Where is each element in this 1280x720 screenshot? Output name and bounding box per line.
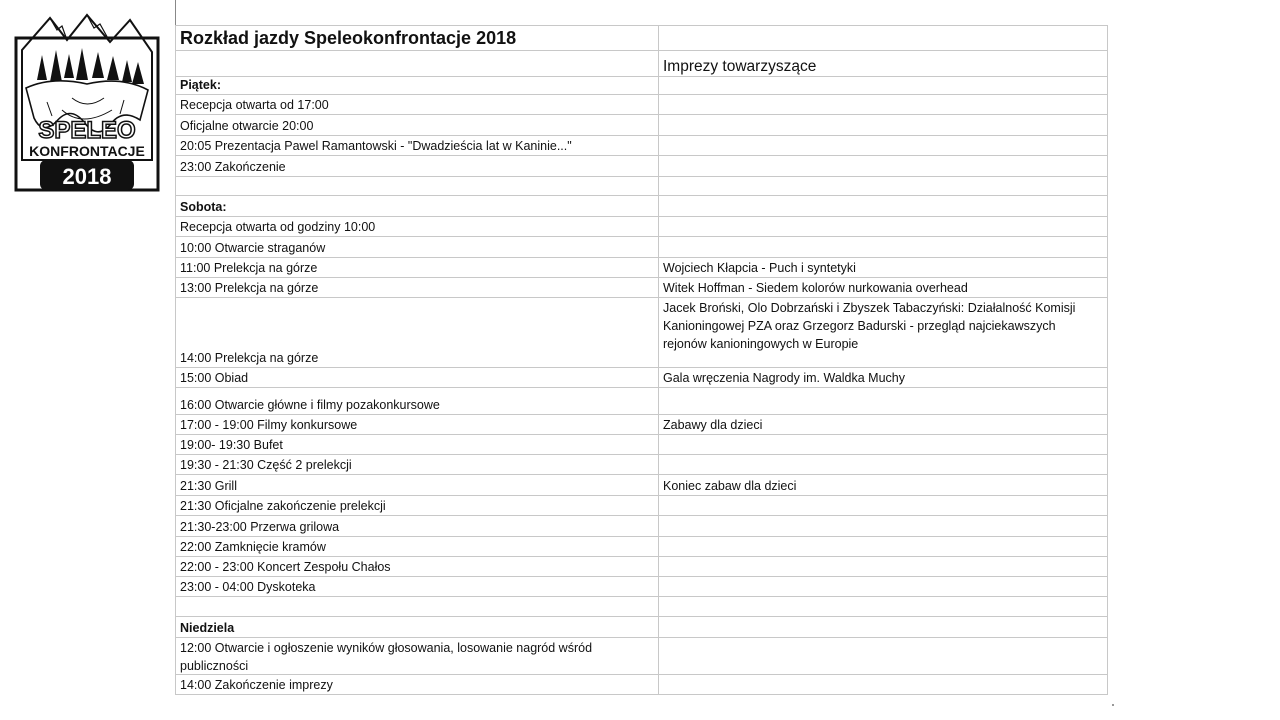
table-cell: 23:00 Zakończenie — [176, 156, 659, 177]
cell-line: 12:00 Otwarcie i ogłoszenie wyników głosowania, losowanie nagród wśród — [180, 641, 593, 655]
table-cell — [659, 95, 1108, 115]
cell-line: Kanioningowej PZA oraz Grzegorz Badurski - przegląd najciekawszych — [663, 319, 1056, 333]
table-cell: 11:00 Prelekcja na górze — [176, 258, 659, 278]
table-cell — [659, 136, 1108, 156]
table-row — [176, 237, 1108, 258]
table-cell — [176, 177, 659, 196]
page-title: Rozkład jazdy Speleokonfrontacje 2018 — [176, 26, 659, 51]
table-row — [176, 196, 1108, 217]
table-cell: 20:05 Prezentacja Pawel Ramantowski - "Dwadzieścia lat w Kaninie..." — [176, 136, 659, 156]
table-cell: 15:00 Obiad — [176, 368, 659, 388]
table-cell: Sobota: — [176, 196, 659, 217]
table-row — [176, 26, 1108, 51]
decorative-dot — [1112, 704, 1114, 706]
table-cell — [659, 557, 1108, 577]
table-cell: 17:00 - 19:00 Filmy konkursowe — [176, 415, 659, 435]
table-row — [176, 455, 1108, 475]
table-cell: Oficjalne otwarcie 20:00 — [176, 115, 659, 136]
table-row — [176, 51, 1108, 77]
table-cell — [659, 177, 1108, 196]
table-row — [176, 388, 1108, 415]
table-row — [176, 217, 1108, 237]
table-cell: 22:00 Zamknięcie kramów — [176, 537, 659, 557]
table-row — [176, 496, 1108, 516]
table-row — [176, 557, 1108, 577]
table-cell — [659, 455, 1108, 475]
table-cell: 16:00 Otwarcie główne i filmy pozakonkursowe — [176, 388, 659, 415]
table-cell — [659, 577, 1108, 597]
table-cell: Gala wręczenia Nagrody im. Waldka Muchy — [659, 368, 1108, 388]
table-cell: Piątek: — [176, 77, 659, 95]
table-cell — [659, 388, 1108, 415]
table-cell — [659, 597, 1108, 617]
table-cell: Niedziela — [176, 617, 659, 638]
table-row — [176, 675, 1108, 695]
table-row — [176, 617, 1108, 638]
table-cell — [659, 217, 1108, 237]
table-cell: 23:00 - 04:00 Dyskoteka — [176, 577, 659, 597]
table-row — [176, 77, 1108, 95]
table-cell — [659, 516, 1108, 537]
logo-line2: KONFRONTACJE — [29, 143, 145, 159]
table-cell — [659, 196, 1108, 217]
table-cell — [176, 638, 659, 675]
table-cell — [659, 617, 1108, 638]
table-cell — [659, 638, 1108, 675]
table-cell: Koniec zabaw dla dzieci — [659, 475, 1108, 496]
table-cell — [659, 77, 1108, 95]
table-row — [176, 298, 1108, 368]
schedule-table — [175, 25, 1108, 695]
cell-line: publiczności — [180, 659, 249, 673]
table-cell: Witek Hoffman - Siedem kolorów nurkowania overhead — [659, 278, 1108, 298]
logo-line3: 2018 — [62, 164, 112, 189]
table-row — [176, 638, 1108, 675]
table-cell — [176, 597, 659, 617]
table-cell: 19:00- 19:30 Bufet — [176, 435, 659, 455]
table-row — [176, 177, 1108, 196]
table-cell: 14:00 Prelekcja na górze — [176, 298, 659, 368]
table-row — [176, 95, 1108, 115]
table-cell: 10:00 Otwarcie straganów — [176, 237, 659, 258]
table-row — [176, 278, 1108, 298]
speleo-konfrontacje-logo — [12, 10, 162, 200]
table-cell — [176, 51, 659, 77]
side-events-header: Imprezy towarzyszące — [659, 51, 1108, 77]
table-cell: 19:30 - 21:30 Część 2 prelekcji — [176, 455, 659, 475]
table-cell: Recepcja otwarta od godziny 10:00 — [176, 217, 659, 237]
table-row — [176, 136, 1108, 156]
table-cell: Wojciech Kłapcia - Puch i syntetyki — [659, 258, 1108, 278]
table-cell — [659, 156, 1108, 177]
table-row — [176, 258, 1108, 278]
logo-line1: SPELEO — [38, 117, 136, 144]
table-cell: 14:00 Zakończenie imprezy — [176, 675, 659, 695]
table-row — [176, 516, 1108, 537]
table-row — [176, 156, 1108, 177]
table-row — [176, 368, 1108, 388]
table-cell: 13:00 Prelekcja na górze — [176, 278, 659, 298]
cell-line: rejonów kanioningowych w Europie — [663, 337, 859, 351]
table-cell: 21:30-23:00 Przerwa grilowa — [176, 516, 659, 537]
table-row — [176, 115, 1108, 136]
table-cell: Zabawy dla dzieci — [659, 415, 1108, 435]
table-cell — [659, 26, 1108, 51]
table-row — [176, 435, 1108, 455]
table-row — [176, 577, 1108, 597]
table-cell — [659, 435, 1108, 455]
cell-line: Jacek Broński, Olo Dobrzański i Zbyszek Tabaczyński: Działalność Komisji — [663, 301, 1076, 315]
table-cell — [659, 675, 1108, 695]
table-cell — [659, 537, 1108, 557]
table-cell — [659, 496, 1108, 516]
table-cell: 22:00 - 23:00 Koncert Zespołu Chałos — [176, 557, 659, 577]
table-cell: 21:30 Oficjalne zakończenie prelekcji — [176, 496, 659, 516]
table-cell — [659, 237, 1108, 258]
table-row — [176, 475, 1108, 496]
table-row — [176, 597, 1108, 617]
table-cell: Recepcja otwarta od 17:00 — [176, 95, 659, 115]
table-cell — [659, 298, 1108, 368]
table-cell: 21:30 Grill — [176, 475, 659, 496]
table-row — [176, 415, 1108, 435]
table-cell — [659, 115, 1108, 136]
table-row — [176, 537, 1108, 557]
